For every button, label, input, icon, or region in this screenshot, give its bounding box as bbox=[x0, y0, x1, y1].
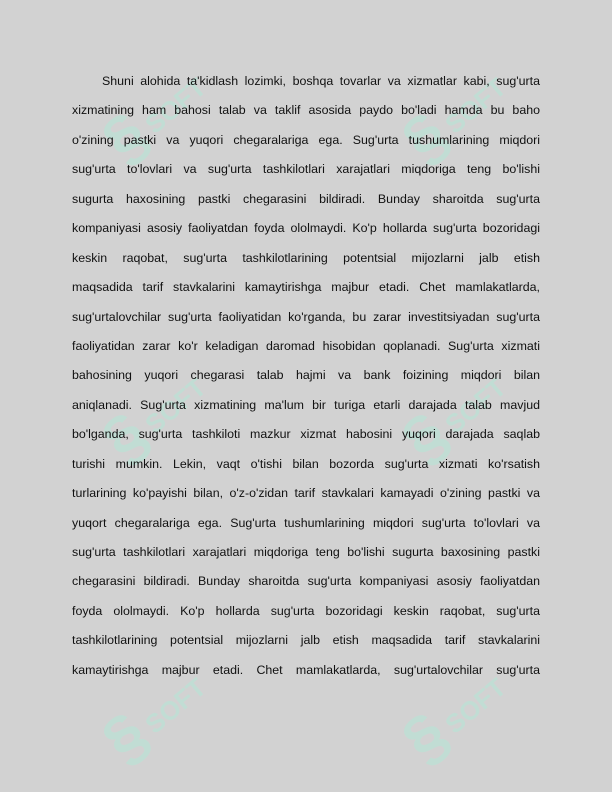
text-line: sugurta haxosining pastki chegarasini bildiradi. Bunday sharoitda sug'urta bbox=[72, 191, 540, 206]
text-line: maqsadida tarif stavkalarini kamaytirishga majbur etadi. Chet mamlakatlarda, bbox=[72, 280, 540, 295]
svg-text:SOFT: SOFT bbox=[139, 371, 212, 440]
text-line: Shuni alohida ta'kidlash lozimki, boshqa tovarlar va xizmatlar kabi, sug'urta bbox=[102, 74, 540, 88]
svg-text:§: § bbox=[388, 398, 462, 477]
text-line: tashkilotlarining potentsial mijozlarni jalb etish maqsadida tarif stavkalarini bbox=[72, 633, 540, 648]
text-line: turlarining ko'payishi bilan, o'z-o'zidan tarif stavkalari kamayadi o'zining pastki va bbox=[72, 486, 540, 501]
text-line: o'zining pastki va yuqori chegaralariga ega. Sug'urta tushumlarining miqdori bbox=[72, 132, 540, 147]
svg-text:§: § bbox=[88, 98, 162, 177]
text-line: chegarasini bildiradi. Bunday sharoitda sug'urta kompaniyasi asosiy faoliyatdan bbox=[72, 574, 540, 589]
text-line: sug'urta tashkilotlari xarajatlari miqdoriga teng bo'lishi sugurta baxosining pastki bbox=[72, 545, 540, 559]
text-line: aniqlanadi. Sug'urta xizmatining ma'lum bir turiga etarli darajada talab mavjud bbox=[72, 397, 540, 412]
text-line: kamaytirishga majbur etadi. Chet mamlakatlarda, sug'urtalovchilar sug'urta bbox=[72, 662, 540, 677]
text-line: foyda ololmaydi. Ko'p hollarda sug'urta bozoridagi keskin raqobat, sug'urta bbox=[72, 603, 540, 618]
text-line: bahosining yuqori chegarasi talab hajmi va bank foizining miqdori bilan bbox=[72, 368, 540, 383]
text-line: keskin raqobat, sug'urta tashkilotlarining potentsial mijozlarni jalb etish bbox=[72, 250, 540, 265]
svg-text:§: § bbox=[88, 698, 162, 777]
svg-text:§: § bbox=[388, 98, 462, 177]
text-line: faoliyatidan zarar ko'r keladigan daromad hisobidan qoplanadi. Sug'urta xizmati bbox=[72, 338, 540, 353]
text-line: yuqort chegaralariga ega. Sug'urta tushumlarining miqdori sug'urta to'lovlari va bbox=[72, 515, 540, 530]
text-line: bo'lganda, sug'urta tashkiloti mazkur xizmat habosini yuqori darajada saqlab bbox=[72, 427, 540, 442]
text-line: xizmatining ham bahosi talab va taklif asosida paydo bo'ladi hamda bu baho bbox=[72, 103, 540, 118]
svg-text:SOFT: SOFT bbox=[439, 371, 512, 440]
body-paragraph bbox=[72, 67, 540, 685]
svg-text:SOFT: SOFT bbox=[439, 671, 512, 740]
svg-text:SOFT: SOFT bbox=[139, 671, 212, 740]
svg-text:§: § bbox=[388, 698, 462, 777]
svg-text:§: § bbox=[88, 398, 162, 477]
svg-text:SOFT: SOFT bbox=[139, 71, 212, 140]
text-line: sug'urtalovchilar sug'urta faoliyatidan ko'rganda, bu zarar investitsiyadan sug'urta bbox=[72, 309, 540, 324]
text-line: kompaniyasi asosiy faoliyatdan foyda ololmaydi. Ko'p hollarda sug'urta bozoridagi bbox=[72, 221, 540, 236]
svg-text:SOFT: SOFT bbox=[439, 71, 512, 140]
text-line: turishi mumkin. Lekin, vaqt o'tishi bilan bozorda sug'urta xizmati ko'rsatish bbox=[72, 456, 540, 471]
text-line: sug'urta to'lovlari va sug'urta tashkilotlari xarajatlari miqdoriga teng bo'lishi bbox=[72, 162, 540, 177]
